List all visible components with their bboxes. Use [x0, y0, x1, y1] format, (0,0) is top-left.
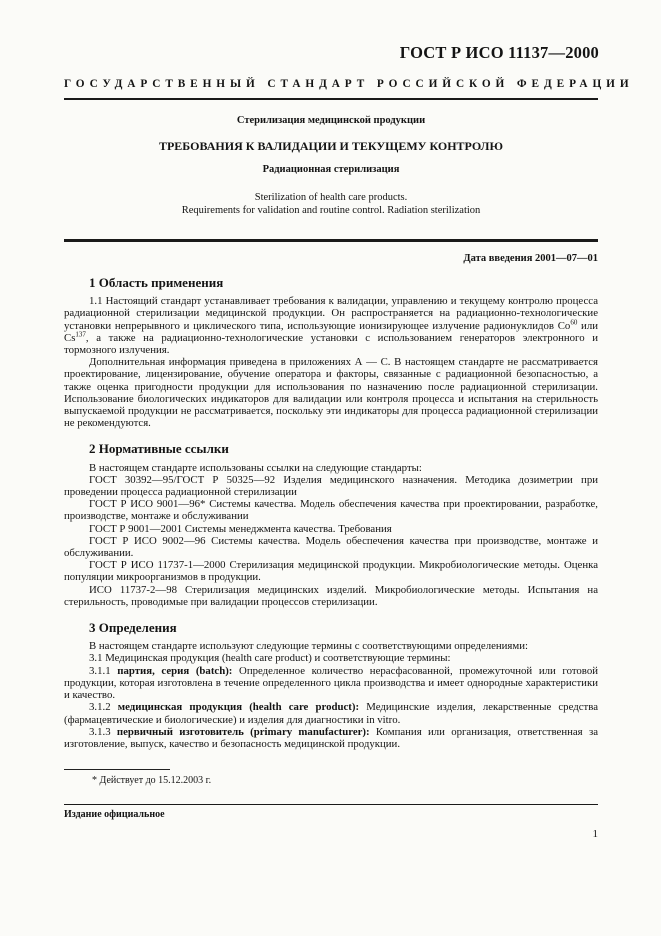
definition-3-1-3: 3.1.3 первичный изготовитель (primary manufacturer): Компания или организация, ответственная за изготовление, выпуск, качество и безопасность медицинской продукции. [64, 725, 598, 750]
paragraph-2-6: ГОСТ Р ИСО 11737-1—2000 Стерилизация медицинской продукции. Микробиологические методы. Оценка популяции микроорганизмов в продукции. [64, 559, 598, 584]
standard-code: ГОСТ Р ИСО 11137—2000 [399, 43, 599, 62]
footnote: * Действует до 15.12.2003 г. [92, 775, 212, 786]
title-divider [64, 239, 598, 242]
paragraph-2-4: ГОСТ Р 9001—2001 Системы менеджмента качества. Требования [89, 522, 392, 535]
document-supertitle: Стерилизация медицинской продукции [236, 115, 426, 126]
english-title [64, 192, 598, 217]
paragraph-2-3: ГОСТ Р ИСО 9001—96* Системы качества. Модель обеспечения качества при проектировании, разработке, производстве, монтаже и обслуживании [64, 498, 598, 523]
section-heading-definitions: 3 Определения [89, 620, 177, 636]
paragraph-3-1: 3.1 Медицинская продукция (health care product) и соответствующие термины: [89, 652, 451, 665]
state-standard-banner: ГОСУДАРСТВЕННЫЙ СТАНДАРТ РОССИЙСКОЙ ФЕДЕРАЦИИ [64, 78, 634, 90]
paragraph-2-1: В настоящем стандарте использованы ссылки на следующие стандарты: [89, 461, 422, 474]
definition-3-1-1: 3.1.1 партия, серия (batch): Определенное количество нерасфасованной, промежуточной или готовой продукции, которая изготовлена в течение определенного цикла производства и имеет однородные характеристики и качество. [64, 664, 599, 702]
document-body [64, 273, 598, 750]
section-heading-references: 2 Нормативные ссылки [89, 441, 229, 457]
paragraph-2-7: ИСО 11737-2—98 Стерилизация медицинских изделий. Микробиологические методы. Испытания на стерильность, проводимые при валидации процессов стерилизации. [64, 583, 598, 608]
footnote-divider [64, 769, 170, 770]
paragraph-2-2: ГОСТ 30392—95/ГОСТ Р 50325—92 Изделия медицинского назначения. Методика дозиметрии при проведении процесса радиационной стерилизации [64, 473, 598, 499]
top-divider [64, 98, 598, 100]
footer-divider [64, 804, 598, 805]
english-title-line-1: Sterilization of health care products. [254, 192, 408, 203]
official-edition-label: Издание официальное [64, 809, 165, 820]
page-number: 1 [592, 828, 598, 840]
introduction-date: Дата введения 2001—07—01 [463, 253, 598, 264]
document-title: ТРЕБОВАНИЯ К ВАЛИДАЦИИ И ТЕКУЩЕМУ КОНТРОЛЮ [158, 139, 504, 153]
paragraph-1-2: Дополнительная информация приведена в приложениях А — С. В настоящем стандарте не рассматривается проектирование, лицензирование, обучение оператора и факторы, связанные с радиационной безопасностью, а также оценка пригодности продукции для использования по назначению после радиационной стерилизации. Использование биологических индикаторов для валидации или контроля процесса и испытания на стерильность выпускаемой продукции не рассматривается, поскольку эти индикаторы для процесса радиационной стерилизации не рекомендуются. [64, 356, 598, 430]
paragraph-1-1: 1.1 Настоящий стандарт устанавливает требования к валидации, управлению и текущему контролю процесса радиационной стерилизации медицинской продукции. Он распространяется на радиационно-технологические установки непрерывного и циклического типа, использующие ионизирующее излучение радионуклидов Co$^{60}$ или Cs$^{137}$, а также на радиационно-технологические установки с использованием генераторов электронного и тормозного излучения. [64, 295, 598, 357]
document-subtitle: Радиационная стерилизация [262, 164, 400, 175]
section-heading-scope: 1 Область применения [89, 275, 224, 290]
paragraph-2-5: ГОСТ Р ИСО 9002—96 Системы качества. Модель обеспечения качества при производстве, монтаже и обслуживании. [64, 534, 598, 560]
english-title-line-2: Requirements for validation and routine control. Radiation sterilization [181, 204, 481, 216]
paragraph-3-0: В настоящем стандарте используют следующие термины с соответствующими определениями: [89, 640, 529, 653]
definition-3-1-2: 3.1.2 медицинская продукция (health care product): Медицинские изделия, лекарственные средства (фармацевтические и биологические) и изделия для диагностики in vitro. [64, 701, 598, 726]
